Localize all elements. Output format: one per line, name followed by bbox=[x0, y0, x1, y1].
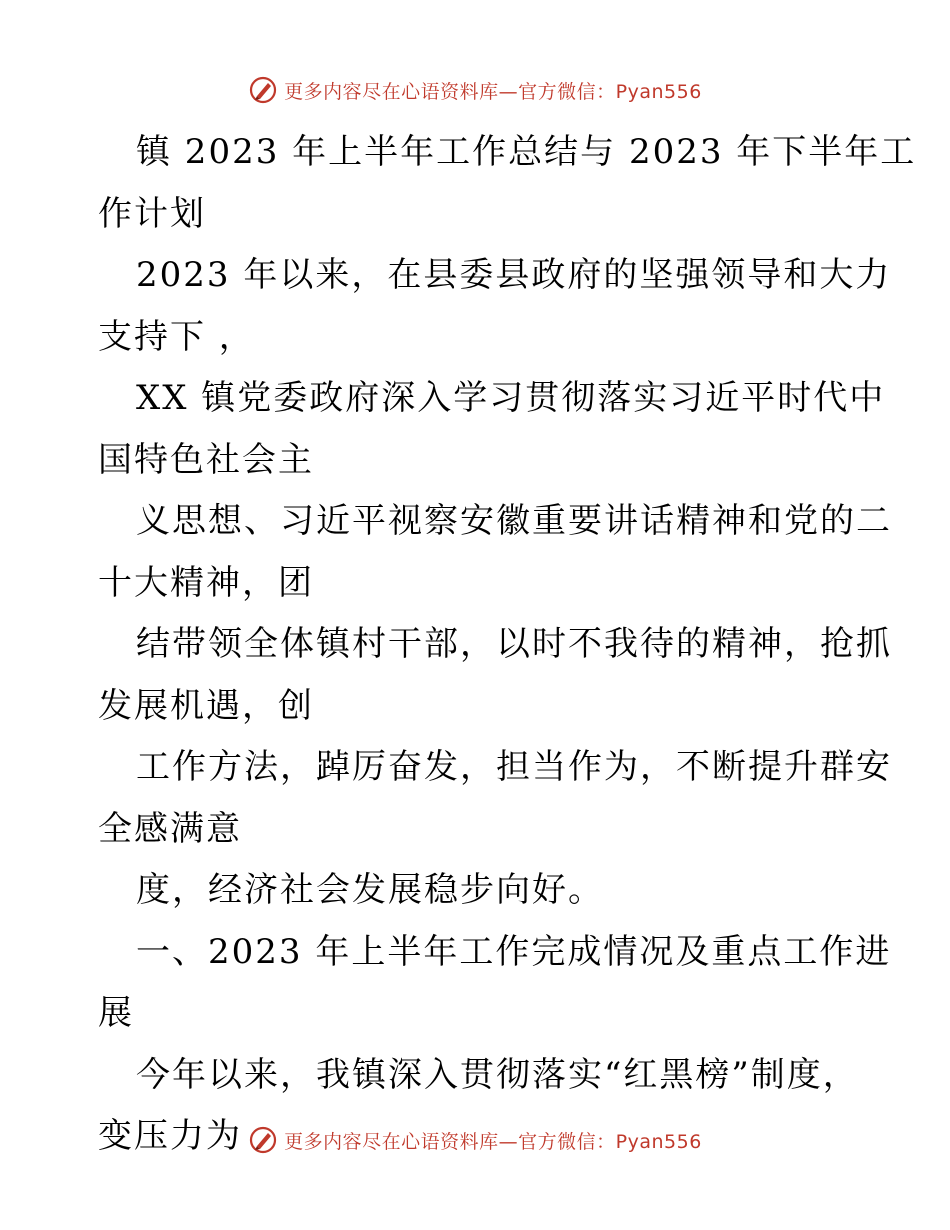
footer-watermark bbox=[0, 1122, 950, 1158]
watermark-text: 更多内容尽在心语资料库—官方微信：Pyan556 bbox=[284, 80, 702, 103]
text-line: XX 镇党委政府深入学习贯彻落实习近平时代中 bbox=[136, 378, 886, 418]
text-line: 义思想、习近平视察安徽重要讲话精神和党的二 bbox=[136, 501, 892, 541]
text-line: 十大精神，团 bbox=[98, 562, 314, 603]
pen-seal-icon bbox=[248, 75, 278, 105]
pen-seal-icon bbox=[248, 1125, 278, 1155]
text-line: 2023 年以来，在县委县政府的坚强领导和大力 bbox=[136, 255, 892, 295]
text-line: 发展机遇，创 bbox=[98, 685, 314, 726]
text-line: 镇 2023 年上半年工作总结与 2023 年下半年工 bbox=[136, 132, 917, 172]
text-line: 支持下 ， bbox=[98, 316, 255, 357]
text-line: 全感满意 bbox=[98, 808, 242, 849]
text-line: 一、2023 年上半年工作完成情况及重点工作进 bbox=[136, 931, 892, 972]
text-line: 国特色社会主 bbox=[98, 439, 314, 480]
document-body bbox=[98, 122, 917, 1168]
header-watermark bbox=[0, 72, 950, 108]
text-line: 作计划 bbox=[98, 193, 206, 234]
text-line: 结带领全体镇村干部，以时不我待的精神，抢抓 bbox=[136, 624, 892, 664]
watermark-text: 更多内容尽在心语资料库—官方微信：Pyan556 bbox=[284, 1130, 702, 1153]
text-line: 展 bbox=[98, 993, 134, 1033]
text-line: 度，经济社会发展稳步向好。 bbox=[136, 870, 604, 910]
text-line: 今年以来，我镇深入贯彻落实“红黑榜”制度， bbox=[136, 1054, 859, 1095]
text-line: 工作方法，踔厉奋发，担当作为，不断提升群安 bbox=[136, 747, 892, 787]
text-line: 变压力为 bbox=[98, 1116, 242, 1156]
